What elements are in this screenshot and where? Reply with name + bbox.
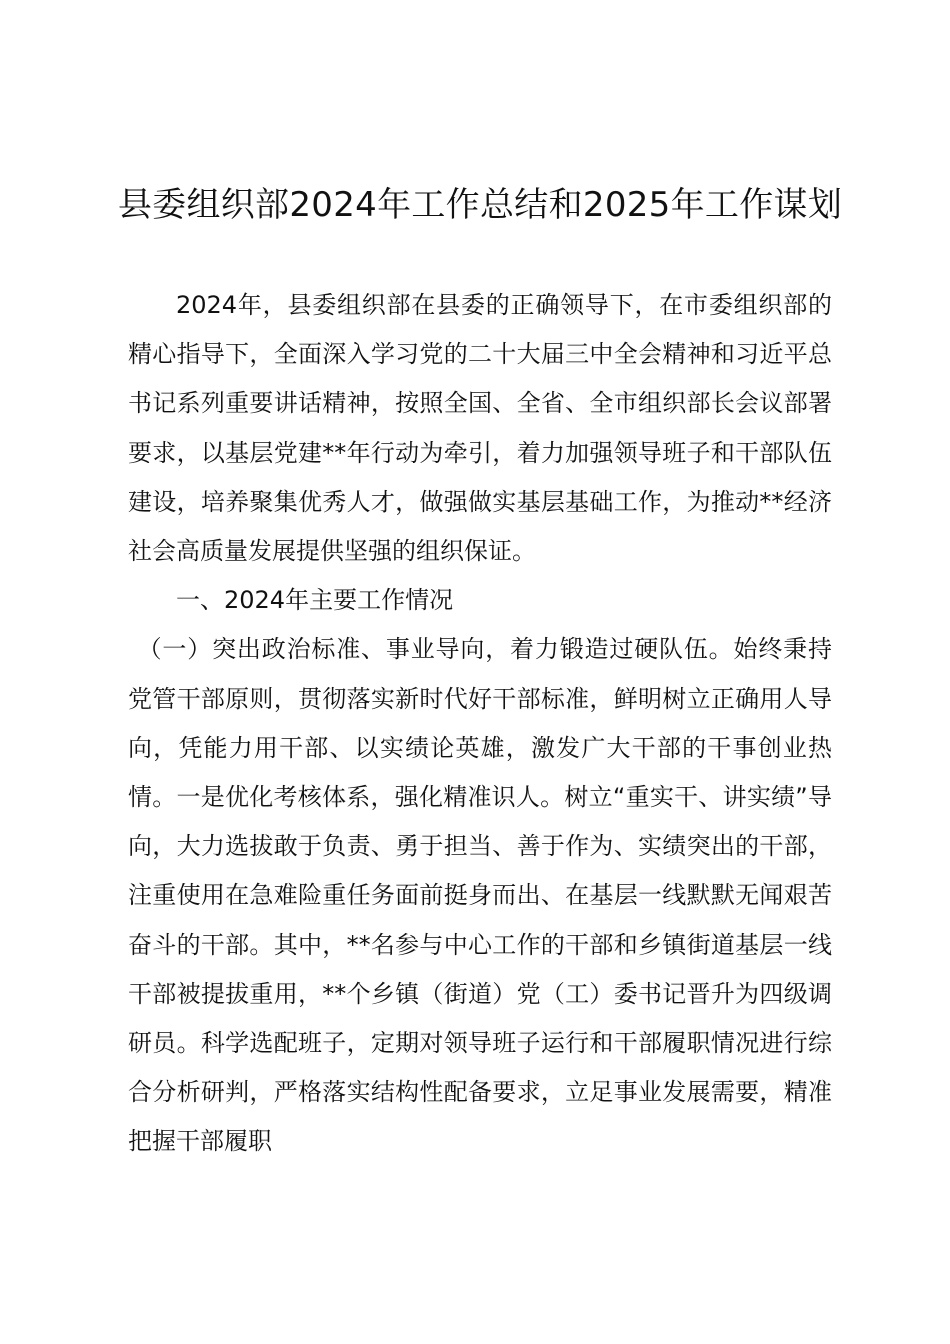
subsection-paragraph: （一）突出政治标准、事业导向，着力锻造过硬队伍。始终秉持党管干部原则，贯彻落实新时代好干部标准，鲜明树立正确用人导向，凭能力用干部、以实绩论英雄，激发广大干部的干事创业热情。一是优化考核体系，强化精准识人。树立“重实干、讲实绩”导向，大力选拔敢于负责、勇于担当、善于作为、实绩突出的干部，注重使用在急难险重任务面前挺身而出、在基层一线默默无闻艰苦奋斗的干部。其中，**名参与中心工作的干部和乡镇街道基层一线干部被提拔重用，**个乡镇（街道）党（工）委书记晋升为四级调研员。科学选配班子，定期对领导班子运行和干部履职情况进行综合分析研判，严格落实结构性配备要求，立足事业发展需要，精准把握干部履职 xyxy=(128,635,832,1156)
section-heading: 一、2024年主要工作情况 xyxy=(176,586,454,615)
document-body xyxy=(128,281,832,1167)
intro-paragraph: 2024年，县委组织部在县委的正确领导下，在市委组织部的精心指导下，全面深入学习党的二十大届三中全会精神和习近平总书记系列重要讲话精神，按照全国、全省、全市组织部长会议部署要求，以基层党建**年行动为牵引，着力加强领导班子和干部队伍建设，培养聚集优秀人才，做强做实基层基础工作，为推动**经济社会高质量发展提供坚强的组织保证。 xyxy=(128,291,832,566)
document-title: 县委组织部2024年工作总结和2025年工作谋划 xyxy=(117,185,843,225)
